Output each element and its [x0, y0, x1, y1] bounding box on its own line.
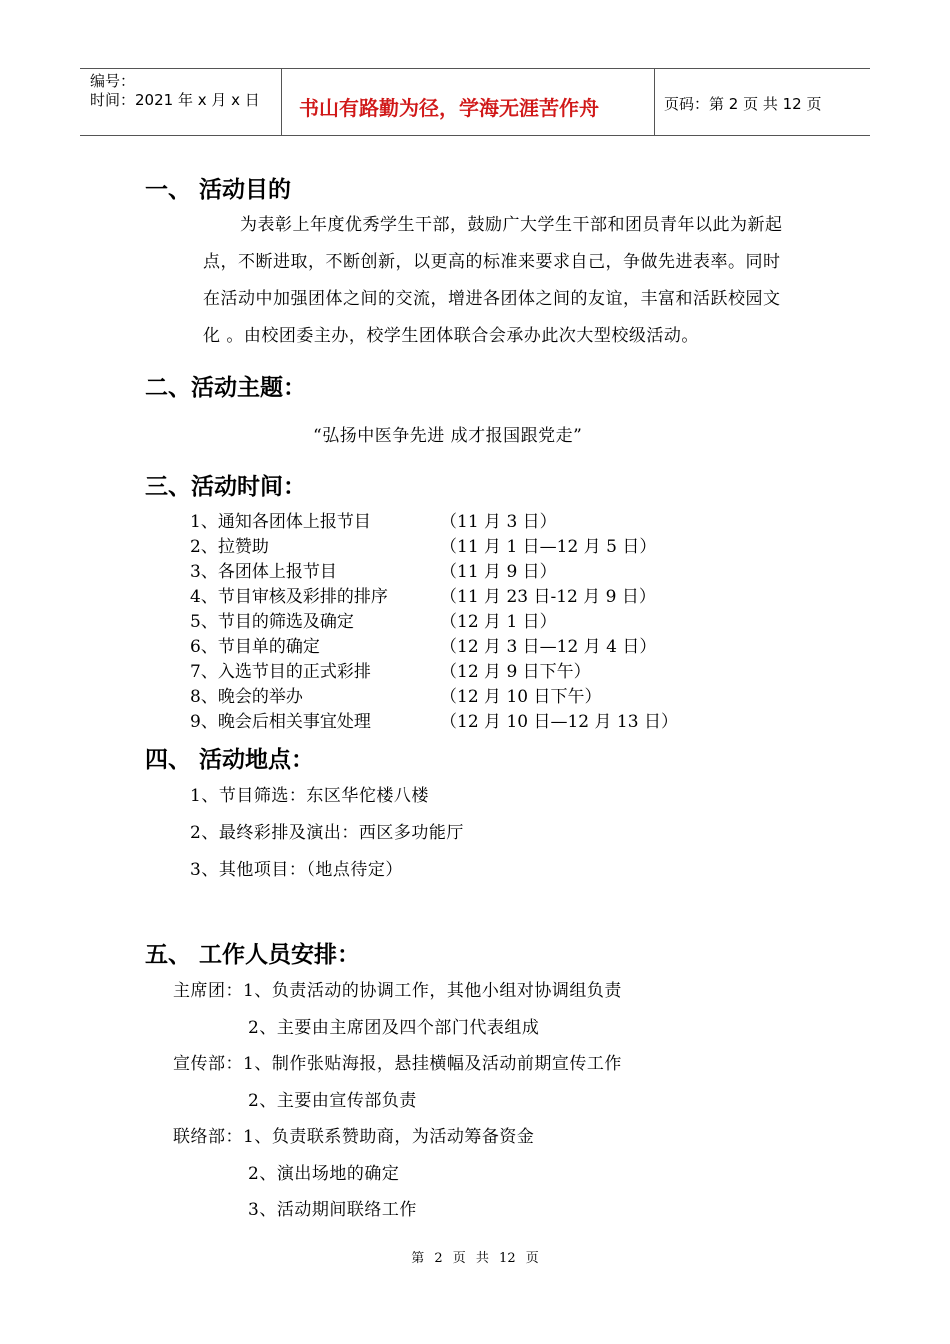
- header-number-label: 编号：: [90, 72, 136, 90]
- staff-line: 2、主要由主席团及四个部门代表组成: [248, 1018, 540, 1038]
- section-3-title: 三、活动时间：: [145, 474, 306, 500]
- section-5-title: 五、 工作人员安排：: [145, 942, 361, 968]
- section-1-line-1: 为表彰上年度优秀学生干部，鼓励广大学生干部和团员青年以此为新起: [240, 215, 783, 235]
- staff-line: 主席团：1、负责活动的协调工作，其他小组对协调组负责: [173, 981, 622, 1001]
- schedule-item-time: （11 月 23 日-12 月 9 日）: [440, 587, 656, 607]
- header-top-border: [80, 68, 870, 69]
- schedule-item-label: 7、入选节目的正式彩排: [190, 662, 371, 682]
- staff-line: 联络部：1、负责联系赞助商，为活动筹备资金: [173, 1127, 535, 1147]
- schedule-item-time: （12 月 1 日）: [440, 612, 557, 632]
- header-motto: 书山有路勤为径，学海无涯苦作舟: [299, 96, 599, 120]
- staff-line: 2、演出场地的确定: [248, 1164, 400, 1184]
- schedule-item-time: （12 月 3 日—12 月 4 日）: [440, 637, 657, 657]
- section-4-title: 四、 活动地点：: [145, 747, 315, 773]
- section-1-line-3: 在活动中加强团体之间的交流，增进各团体之间的友谊，丰富和活跃校园文: [203, 289, 781, 309]
- location-item: 3、其他项目：（地点待定）: [190, 860, 403, 880]
- schedule-item-label: 5、节目的筛选及确定: [190, 612, 354, 632]
- schedule-item-time: （12 月 10 日下午）: [440, 687, 602, 707]
- header-divider-left: [281, 68, 282, 136]
- schedule-item-time: （12 月 10 日—12 月 13 日）: [440, 712, 678, 732]
- section-1-line-2: 点，不断进取，不断创新，以更高的标准来要求自己，争做先进表率。同时: [203, 252, 781, 272]
- section-2-title: 二、活动主题：: [145, 375, 306, 401]
- schedule-item-label: 1、通知各团体上报节目: [190, 512, 371, 532]
- staff-line: 2、主要由宣传部负责: [248, 1091, 417, 1111]
- schedule-item-time: （11 月 3 日）: [440, 512, 557, 532]
- schedule-item-label: 6、节目单的确定: [190, 637, 320, 657]
- schedule-item-time: （11 月 1 日—12 月 5 日）: [440, 537, 657, 557]
- schedule-item-label: 2、拉赞助: [190, 537, 269, 557]
- header-bottom-border: [80, 135, 870, 136]
- section-2-theme: “弘扬中医争先进 成才报国跟党走”: [313, 426, 583, 446]
- header-page-label: 页码：第 2 页 共 12 页: [664, 95, 822, 113]
- schedule-item-time: （11 月 9 日）: [440, 562, 557, 582]
- header-divider-right: [654, 68, 655, 136]
- schedule-item-label: 9、晚会后相关事宜处理: [190, 712, 371, 732]
- schedule-item-label: 4、节目审核及彩排的排序: [190, 587, 388, 607]
- location-item: 2、最终彩排及演出：西区多功能厅: [190, 823, 464, 843]
- schedule-item-time: （12 月 9 日下午）: [440, 662, 591, 682]
- section-1-line-4: 化 。由校团委主办，校学生团体联合会承办此次大型校级活动。: [203, 326, 699, 346]
- header-date-label: 时间：2021 年 x 月 x 日: [90, 91, 260, 109]
- section-1-title: 一、 活动目的: [145, 177, 292, 203]
- staff-line: 宣传部：1、制作张贴海报，悬挂横幅及活动前期宣传工作: [173, 1054, 622, 1074]
- page-footer: 第 2 页 共 12 页: [411, 1251, 539, 1266]
- schedule-item-label: 8、晚会的举办: [190, 687, 303, 707]
- location-item: 1、节目筛选：东区华佗楼八楼: [190, 786, 429, 806]
- staff-line: 3、活动期间联络工作: [248, 1200, 417, 1220]
- schedule-item-label: 3、各团体上报节目: [190, 562, 337, 582]
